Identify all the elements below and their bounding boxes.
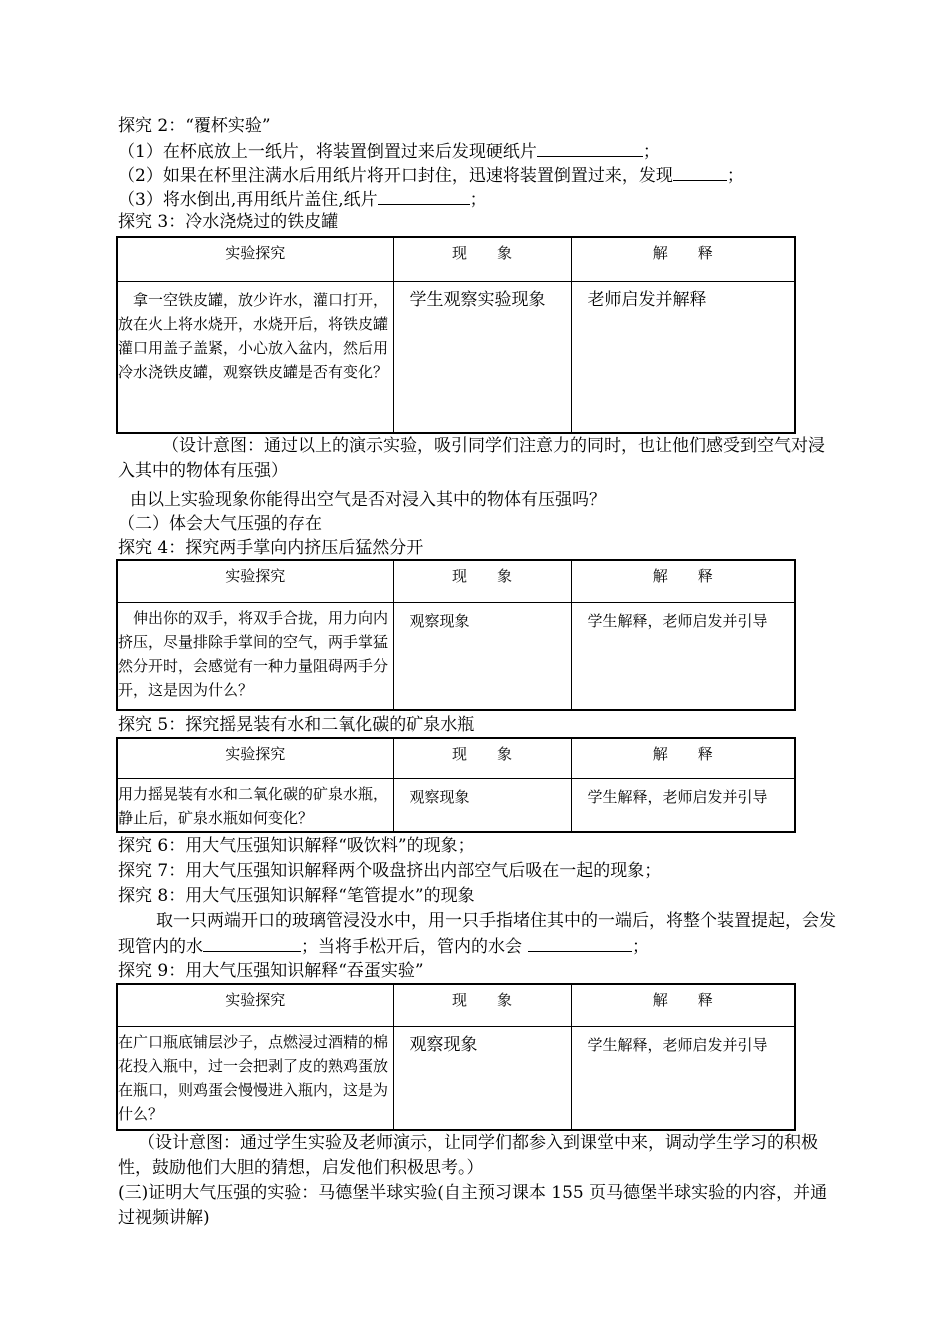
explore3-title: 探究 3：冷水浇烧过的铁皮罐 [118, 212, 339, 232]
explore8-title: 探究 8：用大气压强知识解释“笔管提水”的现象 [118, 886, 475, 906]
explore6-text: 探究 6：用大气压强知识解释“吸饮料”的现象； [118, 836, 475, 856]
explore2-item2-text: （2）如果在杯里注满水后用纸片将开口封住，迅速将装置倒置过来，发现 [118, 166, 673, 186]
header-phenomenon: 现 象 [393, 560, 571, 602]
header-phenomenon: 现 象 [393, 237, 571, 281]
answer-blank[interactable] [203, 934, 301, 952]
design-intent-1: （设计意图：通过以上的演示实验，吸引同学们注意力的同时，也让他们感受到空气对浸入其中的物体有压强） [118, 436, 825, 481]
explore5-table [116, 737, 796, 833]
explanation-text: 学生解释，老师启发并引导 [587, 611, 768, 630]
explore4-table [116, 559, 796, 711]
phenomenon-text: 学生观察实验现象 [409, 289, 546, 310]
experiment-text: 拿一空铁皮罐，放少许水，灌口打开，放在火上将水烧开，水烧开后，将铁皮罐灌口用盖子盖紧，小心放入盆内，然后用冷水浇铁皮罐，观察铁皮罐是否有变化？ [118, 290, 389, 381]
answer-blank[interactable] [378, 187, 470, 205]
explore7-text: 探究 7：用大气压强知识解释两个吸盘挤出内部空气后吸在一起的现象； [118, 861, 662, 881]
header-explanation: 解 释 [571, 560, 795, 602]
answer-blank[interactable] [537, 139, 643, 157]
phenomenon-text: 观察现象 [409, 787, 470, 806]
question-text: 由以上实验现象你能得出空气是否对浸入其中的物体有压强吗？ [130, 490, 606, 510]
answer-blank[interactable] [673, 163, 727, 181]
table-header-row [117, 560, 795, 602]
header-experiment: 实验探究 [117, 738, 393, 778]
explore2-item2 [118, 163, 744, 187]
header-experiment: 实验探究 [117, 237, 393, 281]
explore3-table [116, 236, 796, 434]
explore2-title: 探究 2：“覆杯实验” [118, 116, 271, 136]
header-explanation: 解 释 [571, 984, 795, 1026]
answer-blank[interactable] [528, 934, 632, 952]
section-3-text: (三)证明大气压强的实验：马德堡半球实验(自主预习课本 155 页马德堡半球实验的内容，并通过视频讲解) [118, 1183, 828, 1228]
explore8-text [118, 909, 840, 960]
header-phenomenon: 现 象 [393, 984, 571, 1026]
experiment-text: 用力摇晃装有水和二氧化碳的矿泉水瓶，静止后，矿泉水瓶如何变化？ [118, 784, 389, 827]
table-row [117, 778, 795, 832]
explore2-item1-text: （1）在杯底放上一纸片，将装置倒置过来后发现硬纸片 [118, 142, 537, 162]
table-row [117, 281, 795, 433]
header-explanation: 解 释 [571, 738, 795, 778]
explore9-table [116, 983, 796, 1131]
explore2-item1-end: ； [642, 142, 660, 162]
experiment-text: 伸出你的双手，将双手合拢，用力向内挤压，尽量排除手掌间的空气，两手掌猛然分开时，会感觉有一种力量阻碍两手分开，这是因为什么？ [118, 608, 389, 699]
phenomenon-text: 观察现象 [409, 1034, 478, 1055]
table-header-row [117, 738, 795, 778]
explanation-text: 老师启发并解释 [587, 289, 707, 310]
phenomenon-text: 观察现象 [409, 611, 470, 630]
table-header-row [117, 237, 795, 281]
header-phenomenon: 现 象 [393, 738, 571, 778]
explanation-text: 学生解释，老师启发并引导 [587, 787, 768, 806]
explore2-item3-text: （3）将水倒出,再用纸片盖住,纸片 [118, 190, 378, 210]
explore2-item3 [118, 187, 487, 211]
explore8-text-c: ； [632, 937, 649, 957]
explore4-title: 探究 4：探究两手掌向内挤压后猛然分开 [118, 538, 424, 558]
design-intent-2: （设计意图：通过学生实验及老师演示，让同学们都参入到课堂中来，调动学生学习的积极性，鼓励他们大胆的猜想，启发他们积极思考。） [118, 1133, 818, 1178]
experiment-text: 在广口瓶底铺层沙子，点燃浸过酒精的棉花投入瓶中，过一会把剥了皮的熟鸡蛋放在瓶口，则鸡蛋会慢慢进入瓶内，这是为什么？ [118, 1032, 389, 1123]
explore2-item2-end: ； [726, 166, 744, 186]
table-header-row [117, 984, 795, 1026]
section-2-heading: （二）体会大气压强的存在 [118, 514, 322, 534]
header-experiment: 实验探究 [117, 560, 393, 602]
explanation-text: 学生解释，老师启发并引导 [587, 1035, 768, 1054]
explore2-item3-end: ； [469, 190, 487, 210]
explore8-text-a: 取一只两端开口的玻璃管浸没水中，用一只手指堵住其中的一端后，将整个装置提起，会发现管内的水 [118, 911, 836, 957]
explore2-item1 [118, 139, 660, 163]
table-row [117, 1026, 795, 1130]
explore5-title: 探究 5：探究摇晃装有水和二氧化碳的矿泉水瓶 [118, 715, 475, 735]
explore9-title: 探究 9：用大气压强知识解释“吞蛋实验” [118, 961, 424, 981]
table-row [117, 602, 795, 710]
header-experiment: 实验探究 [117, 984, 393, 1026]
header-explanation: 解 释 [571, 237, 795, 281]
explore8-text-b: ；当将手松开后，管内的水会 [301, 937, 522, 957]
